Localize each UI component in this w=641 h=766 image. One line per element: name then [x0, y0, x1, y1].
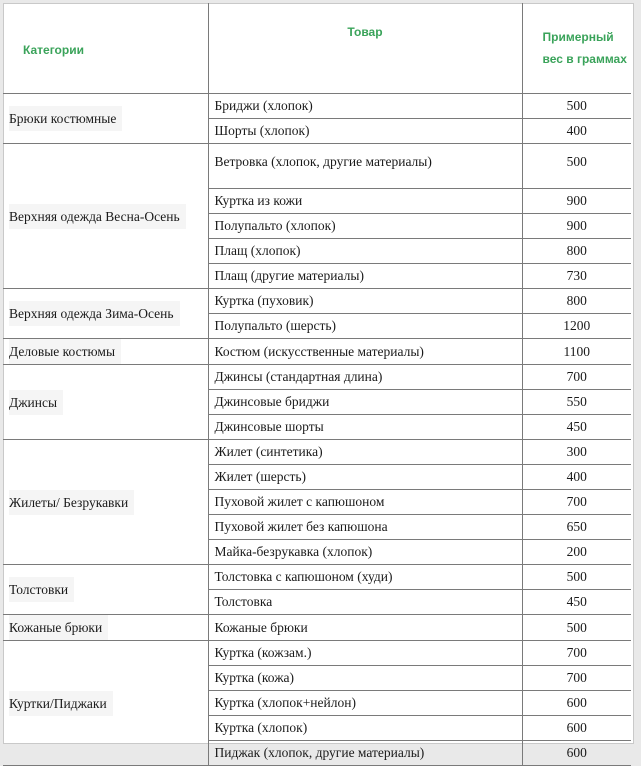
table-row [3, 144, 631, 189]
header-category: Категории [3, 3, 208, 94]
category-label: Деловые костюмы [9, 339, 121, 364]
item-cell: Кожаные брюки [208, 615, 522, 641]
weight-cell: 800 [522, 239, 631, 264]
weight-cell: 600 [522, 741, 631, 766]
table-row [3, 289, 631, 314]
header-item: Товар [208, 3, 522, 94]
weight-cell: 500 [522, 615, 631, 641]
weight-cell: 200 [522, 540, 631, 565]
weight-cell: 450 [522, 590, 631, 615]
table-row [3, 615, 631, 641]
weight-cell: 400 [522, 119, 631, 144]
table-body [3, 94, 631, 766]
item-cell: Куртка (пуховик) [208, 289, 522, 314]
item-cell: Куртка из кожи [208, 189, 522, 214]
item-cell: Пуховой жилет с капюшоном [208, 490, 522, 515]
category-cell [3, 365, 208, 440]
table-row [3, 641, 631, 666]
item-cell: Джинсы (стандартная длина) [208, 365, 522, 390]
weight-table [3, 3, 631, 766]
item-cell: Бриджи (хлопок) [208, 94, 522, 119]
item-cell: Жилет (шерсть) [208, 465, 522, 490]
table-row [3, 339, 631, 365]
table-row [3, 440, 631, 465]
weight-cell: 600 [522, 716, 631, 741]
category-label: Верхняя одежда Весна-Осень [9, 204, 186, 229]
item-cell: Шорты (хлопок) [208, 119, 522, 144]
weight-cell: 500 [522, 144, 631, 189]
weight-cell: 500 [522, 565, 631, 590]
weight-cell: 700 [522, 641, 631, 666]
item-cell: Джинсовые бриджи [208, 390, 522, 415]
item-cell: Плащ (хлопок) [208, 239, 522, 264]
weight-cell: 500 [522, 94, 631, 119]
category-label: Куртки/Пиджаки [9, 691, 113, 716]
item-cell: Жилет (синтетика) [208, 440, 522, 465]
weight-cell: 600 [522, 691, 631, 716]
weight-cell: 900 [522, 214, 631, 239]
category-label: Жилеты/ Безрукавки [9, 490, 134, 515]
weight-cell: 700 [522, 365, 631, 390]
item-cell: Джинсовые шорты [208, 415, 522, 440]
weight-cell: 900 [522, 189, 631, 214]
category-label: Брюки костюмные [9, 106, 122, 131]
weight-cell: 700 [522, 666, 631, 691]
category-label: Толстовки [9, 577, 74, 602]
item-cell: Толстовка [208, 590, 522, 615]
category-label: Верхняя одежда Зима-Осень [9, 301, 180, 326]
table-row [3, 94, 631, 119]
item-cell: Ветровка (хлопок, другие материалы) [208, 144, 522, 189]
item-cell: Полупальто (шерсть) [208, 314, 522, 339]
item-cell: Пиджак (хлопок, другие материалы) [208, 741, 522, 766]
category-cell [3, 641, 208, 766]
category-cell [3, 289, 208, 339]
category-cell [3, 440, 208, 565]
weight-cell: 300 [522, 440, 631, 465]
weight-cell: 1100 [522, 339, 631, 365]
category-label: Джинсы [9, 390, 63, 415]
table-row [3, 565, 631, 590]
item-cell: Пуховой жилет без капюшона [208, 515, 522, 540]
table-row [3, 365, 631, 390]
item-cell: Полупальто (хлопок) [208, 214, 522, 239]
item-cell: Костюм (искусственные материалы) [208, 339, 522, 365]
weight-cell: 700 [522, 490, 631, 515]
category-cell [3, 615, 208, 641]
weight-cell: 650 [522, 515, 631, 540]
weight-cell: 550 [522, 390, 631, 415]
category-cell [3, 339, 208, 365]
item-cell: Куртка (кожа) [208, 666, 522, 691]
weight-cell: 400 [522, 465, 631, 490]
weight-cell: 800 [522, 289, 631, 314]
category-cell [3, 94, 208, 144]
item-cell: Куртка (хлопок+нейлон) [208, 691, 522, 716]
item-cell: Толстовка с капюшоном (худи) [208, 565, 522, 590]
category-cell [3, 565, 208, 615]
weight-cell: 730 [522, 264, 631, 289]
weight-cell: 450 [522, 415, 631, 440]
item-cell: Куртка (хлопок) [208, 716, 522, 741]
item-cell: Плащ (другие материалы) [208, 264, 522, 289]
category-label: Кожаные брюки [9, 615, 108, 640]
item-cell: Куртка (кожзам.) [208, 641, 522, 666]
weight-cell: 1200 [522, 314, 631, 339]
category-cell [3, 144, 208, 289]
header-row [3, 3, 631, 94]
item-cell: Майка-безрукавка (хлопок) [208, 540, 522, 565]
header-weight: Примерный вес в граммах [522, 3, 631, 94]
